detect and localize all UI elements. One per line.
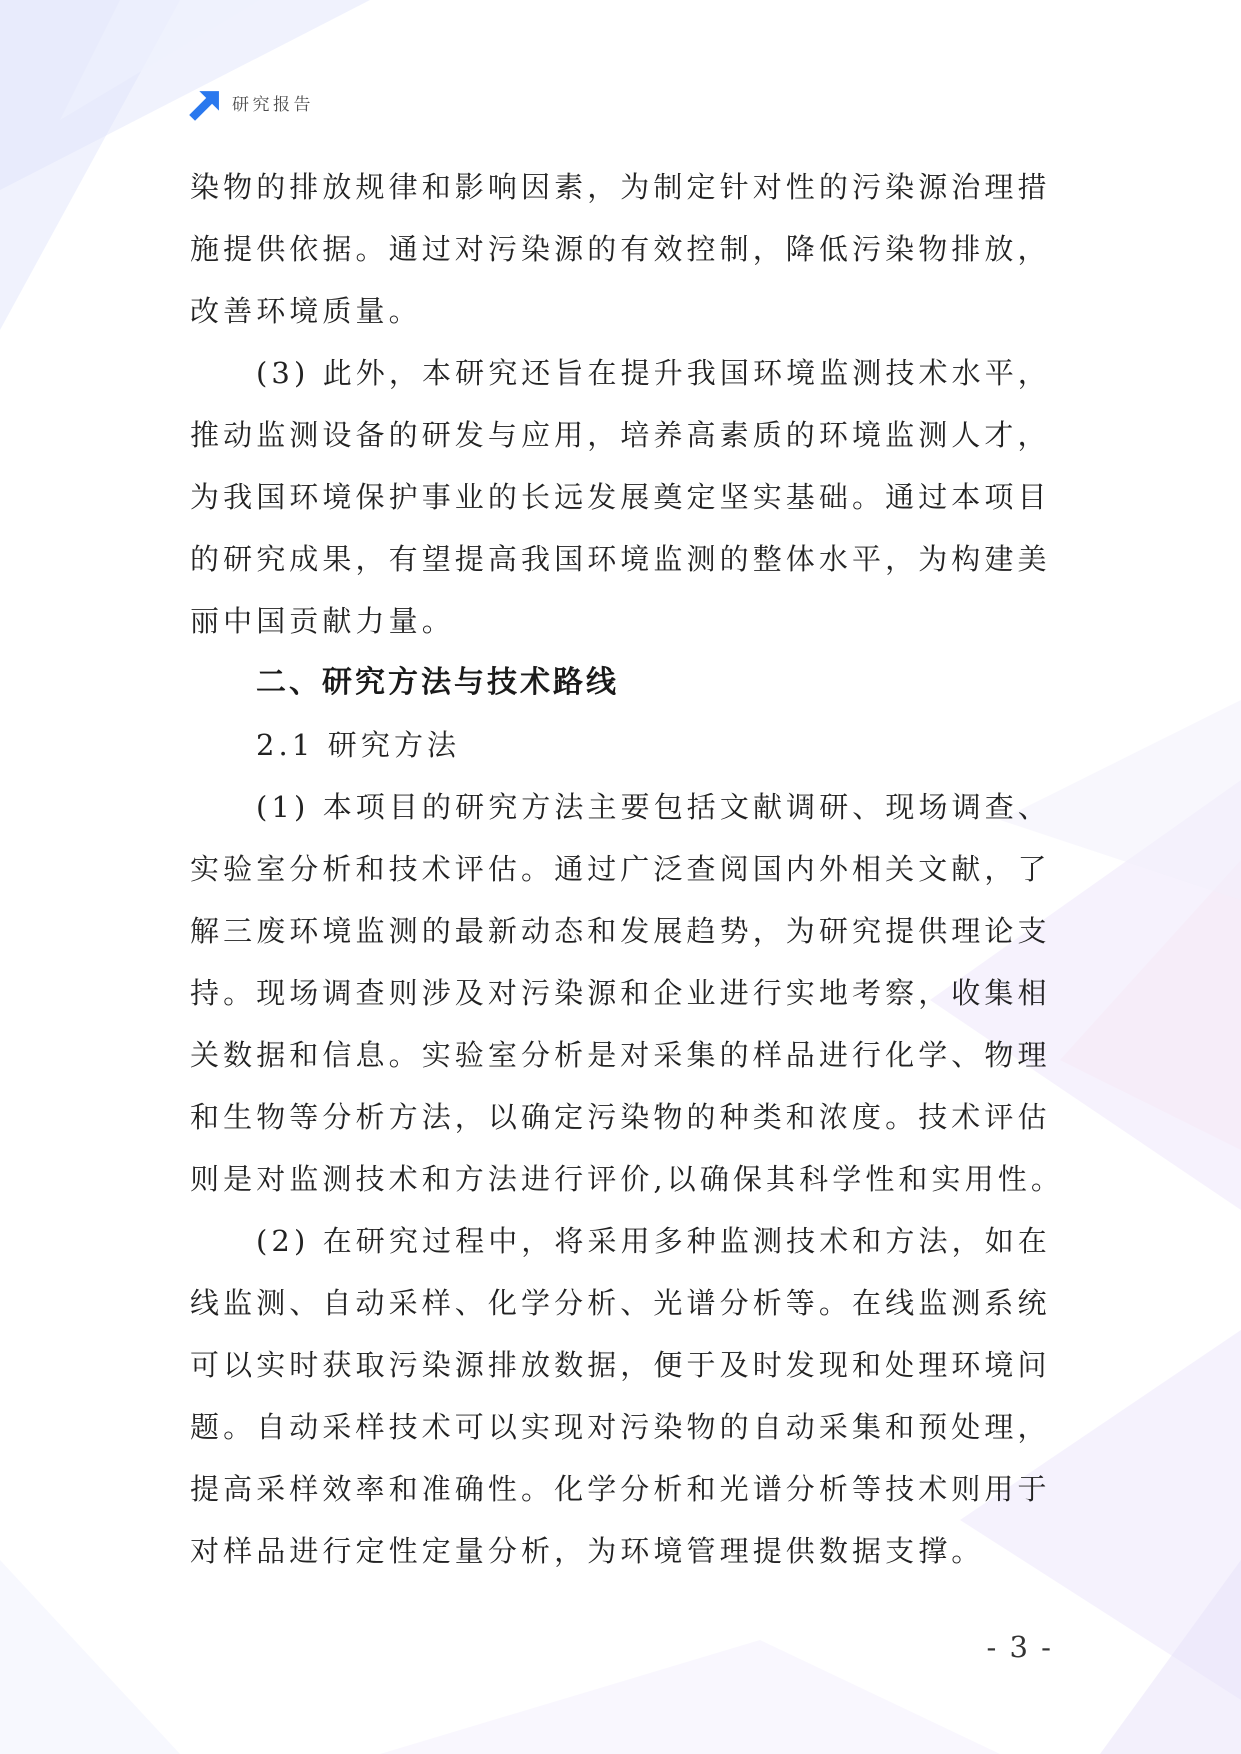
paragraph-line: 则是对监测技术和方法进行评价,以确保其科学性和实用性。 (190, 1162, 1064, 1196)
paragraph-line: (1) 本项目的研究方法主要包括文献调研、现场调查、 (256, 790, 1051, 824)
paragraph-line: 染物的排放规律和影响因素，为制定针对性的污染源治理措 (190, 170, 1051, 204)
paragraph-continued (190, 156, 1090, 342)
paragraph-line: 关数据和信息。实验室分析是对采集的样品进行化学、物理 (190, 1038, 1051, 1072)
page-number: - 3 - (986, 1630, 1053, 1664)
paragraph-line: 为我国环境保护事业的长远发展奠定坚实基础。通过本项目 (190, 480, 1051, 514)
paragraph-line: 解三废环境监测的最新动态和发展趋势，为研究提供理论支 (190, 914, 1051, 948)
paragraph-line: 推动监测设备的研发与应用，培养高素质的环境监测人才， (190, 418, 1051, 452)
paragraph-line: 施提供依据。通过对污染源的有效控制，降低污染物排放， (190, 232, 1051, 266)
arrow-up-right-icon (188, 89, 221, 122)
paragraph-2 (190, 1210, 1090, 1582)
paragraph-line: 线监测、自动采样、化学分析、光谱分析等。在线监测系统 (190, 1286, 1051, 1320)
section-heading: 二、研究方法与技术路线 (256, 665, 619, 700)
paragraph-line: 的研究成果，有望提高我国环境监测的整体水平，为构建美 (190, 542, 1051, 576)
paragraph-line: (3) 此外，本研究还旨在提升我国环境监测技术水平， (256, 356, 1051, 390)
paragraph-line: 题。自动采样技术可以实现对污染物的自动采集和预处理， (190, 1410, 1051, 1444)
paragraph-1 (190, 776, 1090, 1210)
paragraph-line: 可以实时获取污染源排放数据，便于及时发现和处理环境问 (190, 1348, 1051, 1382)
paragraph-line: 对样品进行定性定量分析，为环境管理提供数据支撑。 (190, 1534, 985, 1568)
paragraph-3 (190, 342, 1090, 652)
paragraph-line: 持。现场调查则涉及对污染源和企业进行实地考察，收集相 (190, 976, 1051, 1010)
paragraph-line: 丽中国贡献力量。 (190, 604, 455, 638)
report-label: 研究报告 (232, 95, 314, 115)
paragraph-line: (2) 在研究过程中，将采用多种监测技术和方法，如在 (256, 1224, 1051, 1258)
document-body (190, 156, 1090, 1582)
paragraph-line: 提高采样效率和准确性。化学分析和光谱分析等技术则用于 (190, 1472, 1051, 1506)
paragraph-line: 改善环境质量。 (190, 294, 422, 328)
paragraph-line: 和生物等分析方法，以确定污染物的种类和浓度。技术评估 (190, 1100, 1051, 1134)
subsection-heading: 2.1 研究方法 (256, 728, 461, 762)
paragraph-line: 实验室分析和技术评估。通过广泛查阅国内外相关文献，了 (190, 852, 1051, 886)
